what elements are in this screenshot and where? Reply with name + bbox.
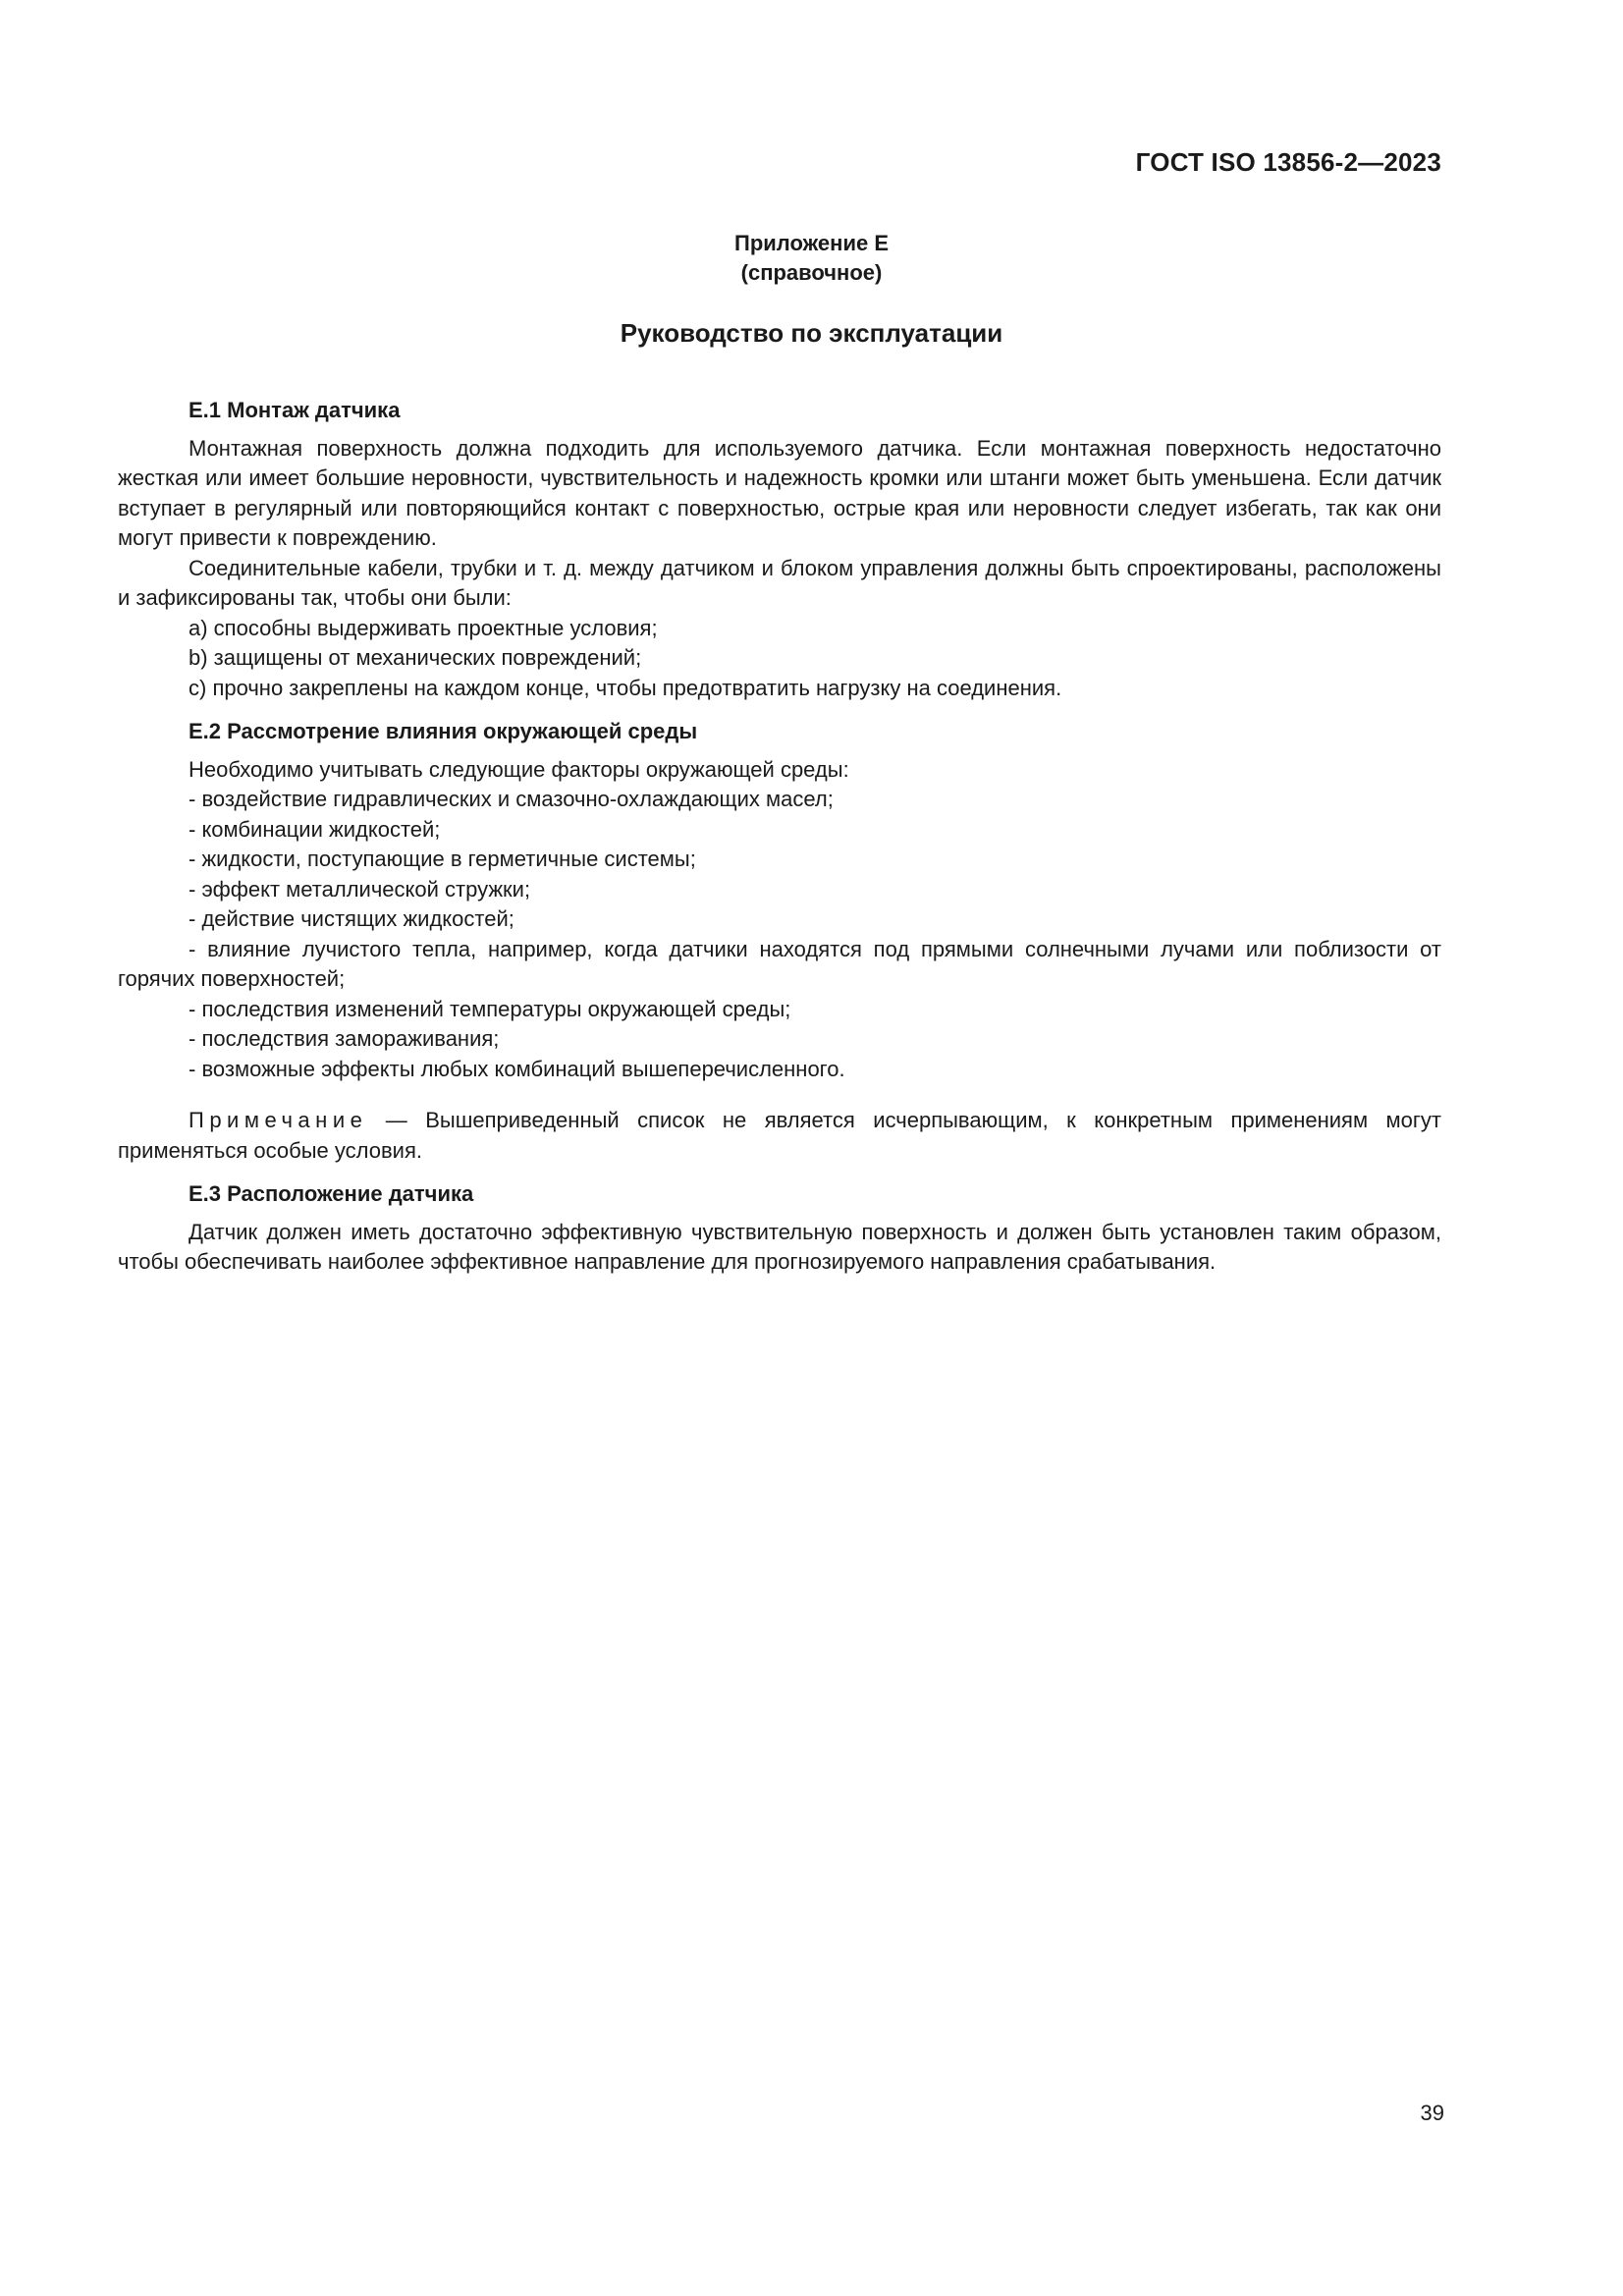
list-item: - эффект металлической стружки; bbox=[189, 876, 531, 902]
list-item: c) прочно закреплены на каждом конце, чтобы предотвратить нагрузку на соединения. bbox=[189, 675, 1062, 700]
section-heading-e3: Е.3 Расположение датчика bbox=[189, 1181, 474, 1206]
list-item: - последствия замораживания; bbox=[189, 1026, 500, 1051]
annex-title: Руководство по эксплуатации bbox=[620, 318, 1003, 348]
list-item: - комбинации жидкостей; bbox=[189, 816, 441, 842]
annex-label: Приложение Е bbox=[734, 231, 889, 255]
list-item: - последствия изменений температуры окружающей среды; bbox=[189, 996, 791, 1021]
document-body bbox=[118, 396, 1441, 1278]
annex-heading bbox=[0, 229, 1623, 288]
section-heading-e1: Е.1 Монтаж датчика bbox=[189, 398, 401, 422]
list-item: - возможные эффекты любых комбинаций вышеперечисленного. bbox=[189, 1056, 845, 1081]
list-item: - жидкости, поступающие в герметичные системы; bbox=[189, 847, 696, 871]
paragraph: Соединительные кабели, трубки и т. д. между датчиком и блоком управления должны быть спроектированы, расположены и зафиксированы так, чтобы они были: bbox=[118, 555, 1441, 610]
list-item: a) способны выдерживать проектные условия; bbox=[189, 615, 658, 640]
note bbox=[118, 1106, 1441, 1166]
list-item: - действие чистящих жидкостей; bbox=[189, 906, 514, 931]
annex-kind: (справочное) bbox=[740, 260, 883, 285]
section-heading-e2: Е.2 Рассмотрение влияния окружающей среды bbox=[189, 719, 698, 743]
page-number: 39 bbox=[1420, 2101, 1444, 2125]
paragraph: Необходимо учитывать следующие факторы окружающей среды: bbox=[189, 756, 849, 782]
list-item: - воздействие гидравлических и смазочно-охлаждающих масел; bbox=[189, 787, 834, 811]
list-item: - влияние лучистого тепла, например, когда датчики находятся под прямыми солнечными лучами или поблизости от горячих поверхностей; bbox=[118, 936, 1441, 991]
document-code: ГОСТ ISO 13856-2—2023 bbox=[1135, 147, 1441, 177]
note-label: Примечание bbox=[189, 1108, 368, 1132]
paragraph: Монтажная поверхность должна подходить для используемого датчика. Если монтажная поверхность недостаточно жесткая или имеет большие неровности, чувствительность и надежность кромки или штанги может быть уменьшена. Если датчик вступает в регулярный или повторяющийся контакт с поверхностью, острые края или неровности следует избегать, так как они могут привести к повреждению. bbox=[118, 435, 1441, 550]
paragraph: Датчик должен иметь достаточно эффективную чувствительную поверхность и должен быть установлен таким образом, чтобы обеспечивать наиболее эффективное направление для прогнозируемого направления срабатывания. bbox=[118, 1219, 1441, 1274]
list-item: b) защищены от механических повреждений; bbox=[189, 645, 642, 670]
note-text: — Вышеприведенный список не является исчерпывающим, к конкретным применениям могут применяться особые условия. bbox=[118, 1108, 1441, 1163]
